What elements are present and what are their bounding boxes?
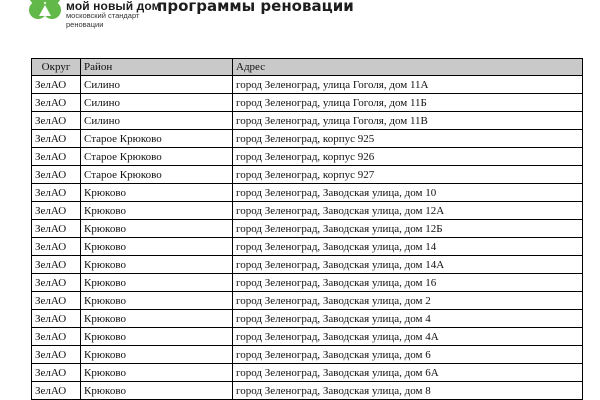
table-row xyxy=(32,184,583,202)
cell-address: город Зеленоград, улица Гоголя, дом 11В xyxy=(233,112,583,130)
brand-block xyxy=(66,0,161,29)
table-row xyxy=(32,382,583,400)
cell-address: город Зеленоград, корпус 925 xyxy=(233,130,583,148)
header-rayon: Район xyxy=(81,59,233,76)
cell-rayon: Крюково xyxy=(81,292,233,310)
table-row xyxy=(32,148,583,166)
address-table-container xyxy=(31,58,582,400)
table-row xyxy=(32,310,583,328)
cell-rayon: Силино xyxy=(81,76,233,94)
brand-name: мой новый дом xyxy=(66,0,161,13)
cell-rayon: Крюково xyxy=(81,202,233,220)
house-leaf-logo-icon xyxy=(28,0,62,20)
cell-okrug: ЗелАО xyxy=(32,274,81,292)
cell-address: город Зеленоград, корпус 926 xyxy=(233,148,583,166)
cell-okrug: ЗелАО xyxy=(32,256,81,274)
cell-rayon: Силино xyxy=(81,94,233,112)
cell-address: город Зеленоград, Заводская улица, дом 4А xyxy=(233,328,583,346)
cell-rayon: Крюково xyxy=(81,220,233,238)
cell-rayon: Крюково xyxy=(81,328,233,346)
cell-okrug: ЗелАО xyxy=(32,328,81,346)
cell-okrug: ЗелАО xyxy=(32,166,81,184)
table-row xyxy=(32,238,583,256)
cell-okrug: ЗелАО xyxy=(32,238,81,256)
table-row xyxy=(32,256,583,274)
cell-okrug: ЗелАО xyxy=(32,148,81,166)
cell-rayon: Силино xyxy=(81,112,233,130)
cell-address: город Зеленоград, Заводская улица, дом 10 xyxy=(233,184,583,202)
cell-address: город Зеленоград, улица Гоголя, дом 11Б xyxy=(233,94,583,112)
cell-address: город Зеленоград, Заводская улица, дом 14 xyxy=(233,238,583,256)
table-row xyxy=(32,220,583,238)
cell-address: город Зеленоград, Заводская улица, дом 2 xyxy=(233,292,583,310)
brand-tagline-line2: реновации xyxy=(66,19,104,29)
cell-rayon: Старое Крюково xyxy=(81,130,233,148)
cell-okrug: ЗелАО xyxy=(32,76,81,94)
cell-okrug: ЗелАО xyxy=(32,364,81,382)
cell-rayon: Крюково xyxy=(81,238,233,256)
brand-tagline-line1: московский стандарт xyxy=(66,11,140,20)
table-row xyxy=(32,166,583,184)
cell-address: город Зеленоград, Заводская улица, дом 12А xyxy=(233,202,583,220)
cell-okrug: ЗелАО xyxy=(32,112,81,130)
table-header-row xyxy=(32,59,583,76)
header-address: Адрес xyxy=(233,59,583,76)
header-okrug: Округ xyxy=(32,59,81,76)
cell-address: город Зеленоград, корпус 927 xyxy=(233,166,583,184)
cell-address: город Зеленоград, Заводская улица, дом 16 xyxy=(233,274,583,292)
table-row xyxy=(32,292,583,310)
cell-rayon: Крюково xyxy=(81,382,233,400)
cell-rayon: Крюково xyxy=(81,346,233,364)
table-row xyxy=(32,76,583,94)
table-row xyxy=(32,364,583,382)
cell-rayon: Крюково xyxy=(81,364,233,382)
cell-rayon: Старое Крюково xyxy=(81,148,233,166)
table-row xyxy=(32,130,583,148)
cell-okrug: ЗелАО xyxy=(32,346,81,364)
cell-address: город Зеленоград, Заводская улица, дом 12Б xyxy=(233,220,583,238)
cell-address: город Зеленоград, Заводская улица, дом 6 xyxy=(233,346,583,364)
cell-rayon: Крюково xyxy=(81,310,233,328)
cell-okrug: ЗелАО xyxy=(32,94,81,112)
table-row xyxy=(32,202,583,220)
cell-address: город Зеленоград, Заводская улица, дом 14А xyxy=(233,256,583,274)
cell-address: город Зеленоград, улица Гоголя, дом 11А xyxy=(233,76,583,94)
table-row xyxy=(32,346,583,364)
cell-rayon: Крюково xyxy=(81,274,233,292)
cell-okrug: ЗелАО xyxy=(32,382,81,400)
cell-okrug: ЗелАО xyxy=(32,184,81,202)
cell-address: город Зеленоград, Заводская улица, дом 4 xyxy=(233,310,583,328)
address-table xyxy=(31,58,583,400)
cell-okrug: ЗелАО xyxy=(32,202,81,220)
cell-rayon: Крюково xyxy=(81,184,233,202)
cell-okrug: ЗелАО xyxy=(32,310,81,328)
table-row xyxy=(32,328,583,346)
document-title: программы реновации xyxy=(157,0,354,15)
cell-address: город Зеленоград, Заводская улица, дом 8 xyxy=(233,382,583,400)
cell-rayon: Старое Крюково xyxy=(81,166,233,184)
cell-okrug: ЗелАО xyxy=(32,292,81,310)
table-row xyxy=(32,94,583,112)
cell-okrug: ЗелАО xyxy=(32,130,81,148)
cell-address: город Зеленоград, Заводская улица, дом 6А xyxy=(233,364,583,382)
cell-rayon: Крюково xyxy=(81,256,233,274)
cell-okrug: ЗелАО xyxy=(32,220,81,238)
table-row xyxy=(32,112,583,130)
table-row xyxy=(32,274,583,292)
